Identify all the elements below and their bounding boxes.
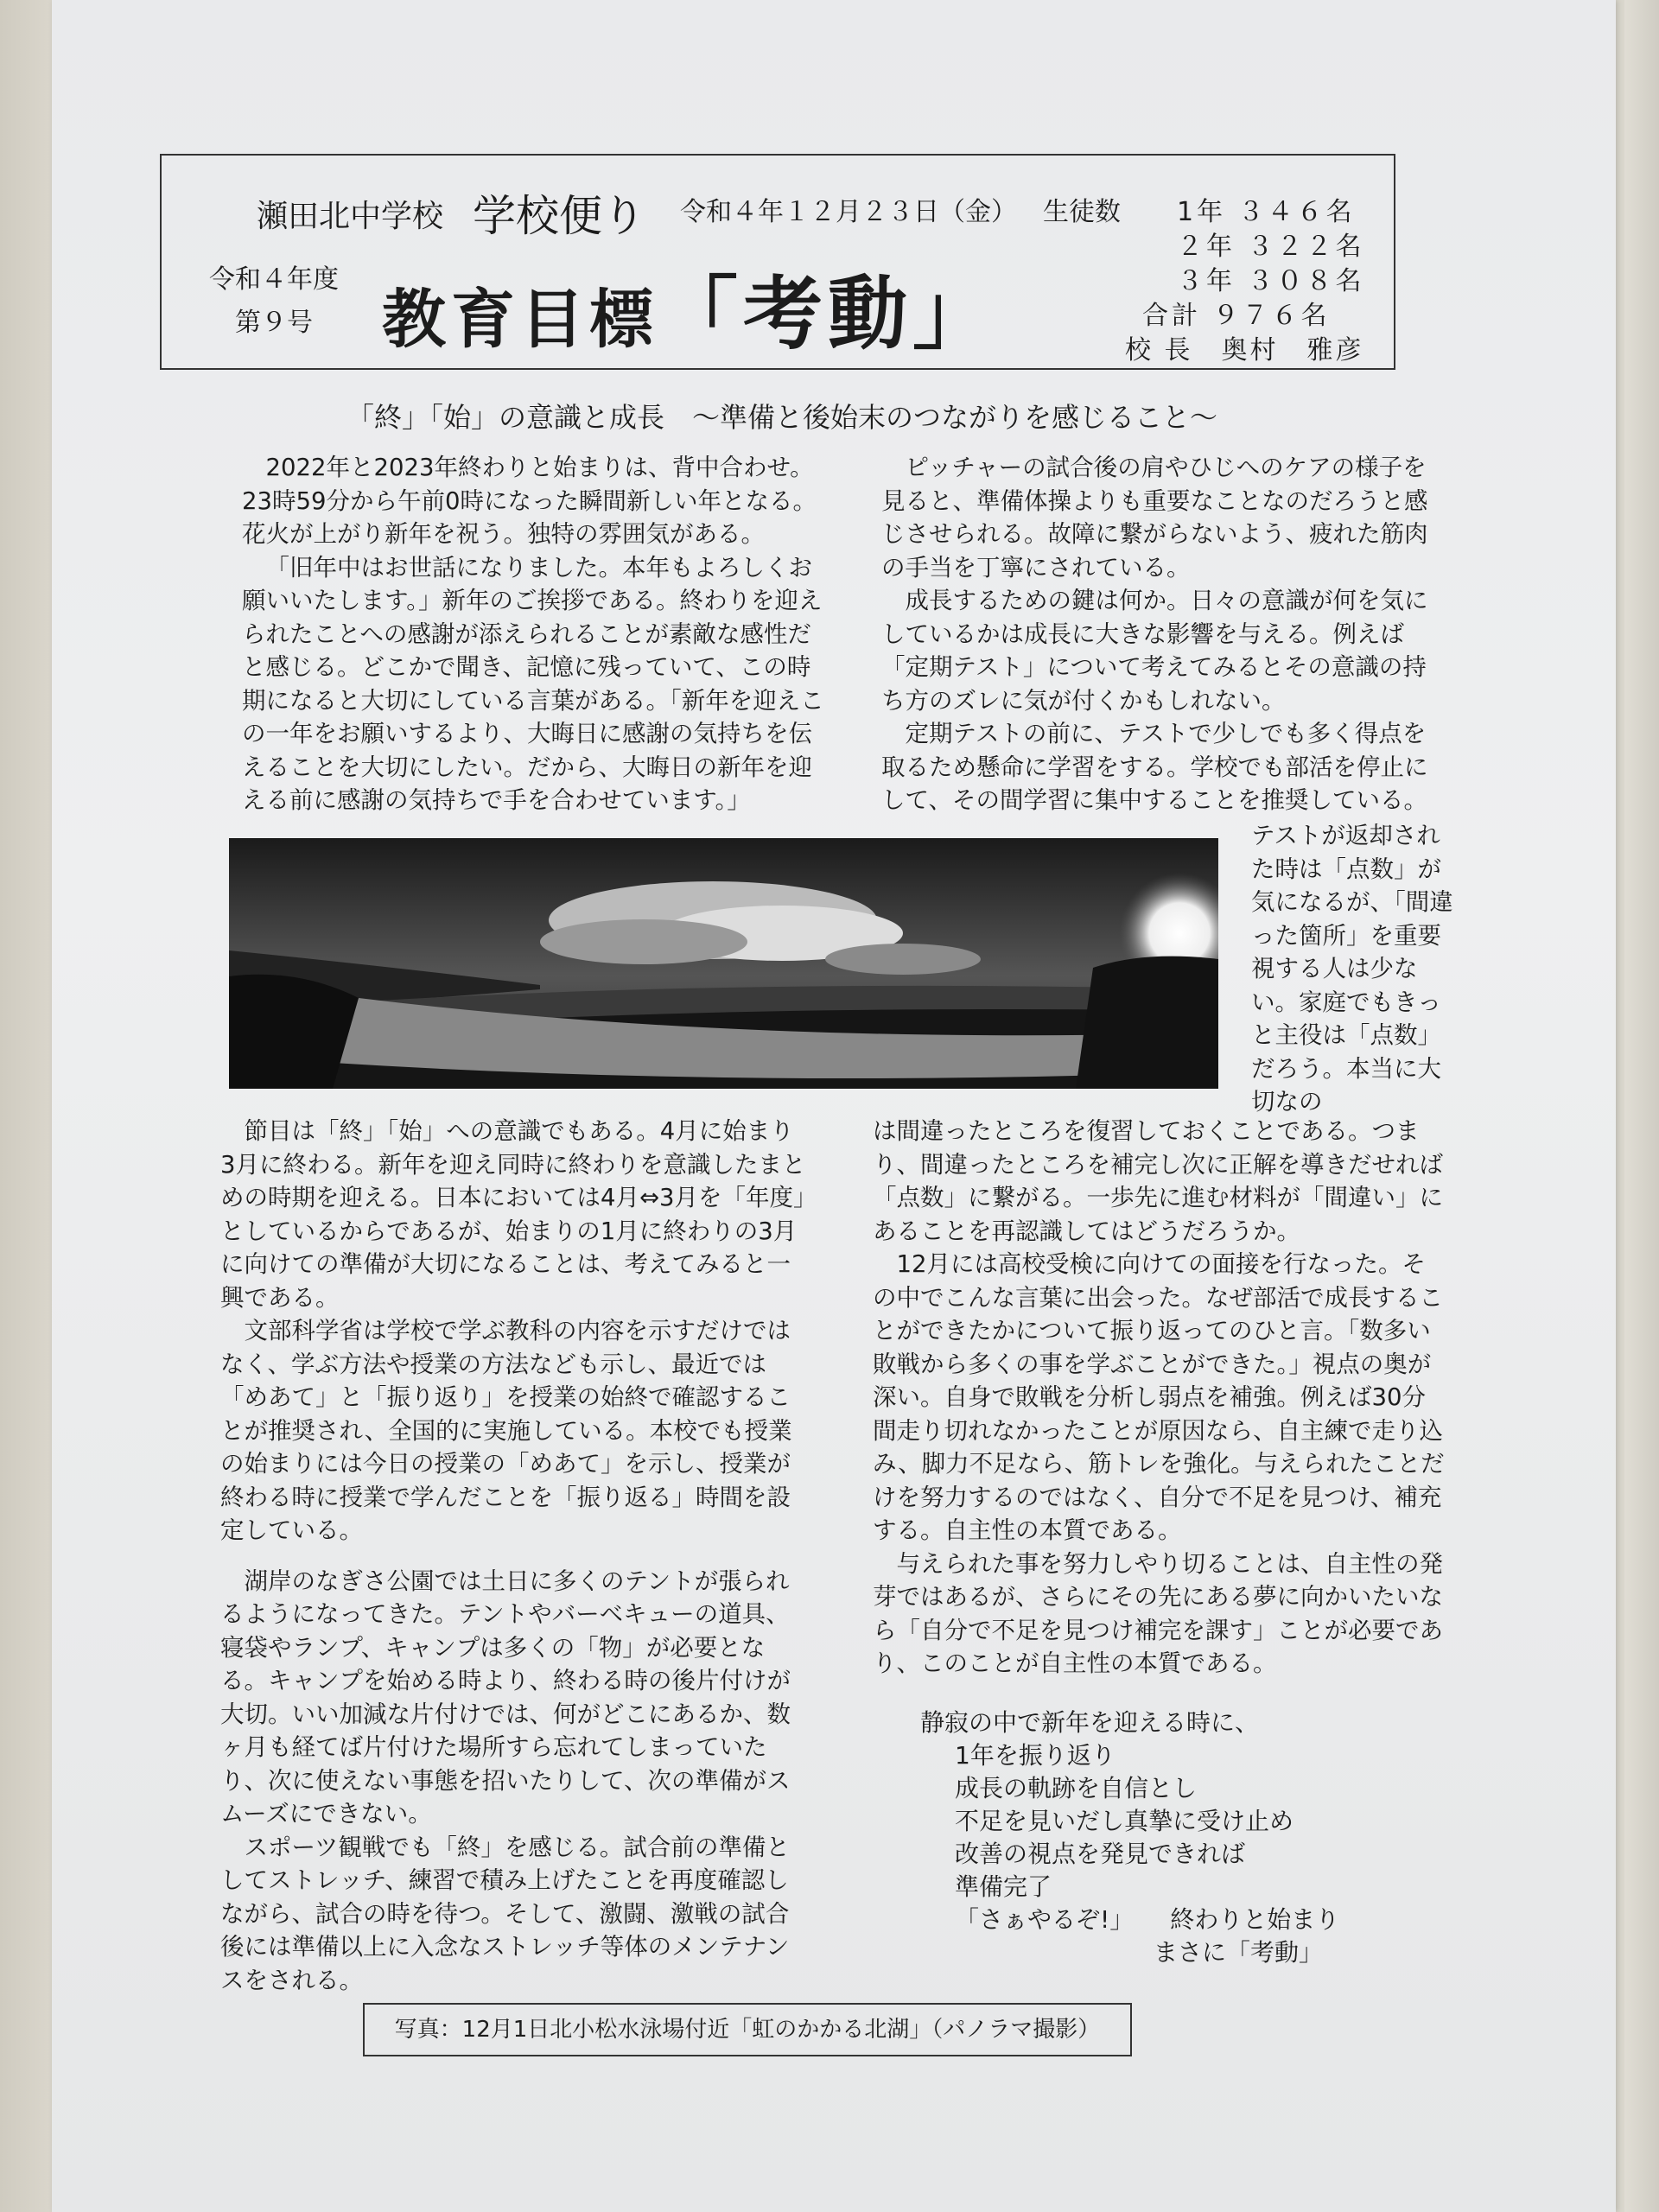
principal: 校 長 奥村 雅彦 [1125, 335, 1364, 365]
poem-line: 準備完了 [955, 1872, 1052, 1901]
fiscal-year: 令和４年度 [209, 264, 339, 295]
column-top-right [881, 451, 1434, 817]
lake-panorama-photo [229, 838, 1218, 1089]
poem-line: 1年を振り返り [955, 1741, 1116, 1770]
issue-number: 第９号 [235, 308, 313, 338]
paragraph: は間違ったところを復習しておくことである。つまり、間違ったところを補完し次に正解を導きだせれば「点数」に繋がる。一歩先に進む材料が「間違い」にあることを再認識してはどうだろうか。 [873, 1117, 1443, 1245]
paragraph: 湖岸のなぎさ公園では土日に多くのテントが張られるようになってきた。テントやバーベキューの道具、寝袋やランプ、キャンプは多くの「物」が必要となる。キャンプを始める時より、終わる時の後片付けが大切。いい加減な片付けでは、何がどこにあるか、数ヶ月も経てば片付けた場所すら忘れてしまっていたり、次に使えない事態を招いたりして、次の準備がスムーズにできない。 [220, 1567, 791, 1827]
background-right [1624, 0, 1659, 2212]
students-label: 生徒数 [1043, 197, 1121, 227]
poem-line: 不足を見いだし真摯に受け止め [955, 1807, 1294, 1835]
stat-total: 合計 ９７６名 [1142, 301, 1331, 331]
poem-line: 静寂の中で新年を迎える時に、 [920, 1708, 1260, 1737]
paragraph: 与えられた事を努力しやり切ることは、自主性の発芽ではあるが、さらにその先にある夢に向かいたいなら「自分で不足を見つけ補完を課す」ことが必要であり、このことが自主性の本質である。 [873, 1549, 1443, 1677]
photo-caption: 写真：12月1日北小松水泳場付近「虹のかかる北湖」（パノラマ撮影） [363, 2003, 1132, 2056]
paragraph: 成長するための鍵は何か。日々の意識が何を気にしているかは成長に大きな影響を与える。例えば「定期テスト」について考えてみるとその意識の持ち方のズレに気が付くかもしれない。 [881, 587, 1428, 715]
paragraph: スポーツ観戦でも「終」を感じる。試合前の準備としてストレッチ、練習で積み上げたことを再度確認しながら、試合の時を待つ。そして、激闘、激戦の試合後には準備以上に入念なストレッチ等体のメンテナンスをされる。 [220, 1833, 790, 1994]
text-beside-photo: テストが返却された時は「点数」が気になるが、「間違った箇所」を重要視する人は少ない。家庭でもきっと主役は「点数」だろう。本当に大切なの [1251, 822, 1453, 1116]
paragraph: 12月には高校受検に向けての面接を行なった。その中でこんな言葉に出会った。なぜ部活で成長することができたかについて振り返ってのひと言。「数多い敗戦から多くの事を学ぶことができた。」視点の奥が深い。自身で敗戦を分析し弱点を補強。例えば30分間走り切れなかったことが原因なら、自主練で走り込み、脚力不足なら、筋トレを強化。与えられたことだけを努力するのではなく、自分で不足を見つけ、補充する。自主性の本質である。 [873, 1250, 1445, 1544]
goal-word: 「考動」 [658, 267, 998, 360]
column-bottom-right [873, 1115, 1447, 1681]
goal-prefix: 教育目標 [382, 283, 658, 357]
newsletter-title: 学校便り [473, 191, 645, 241]
paragraph: 2022年と2023年終わりと始まりは、背中合わせ。23時59分から午前0時になった瞬間新しい年となる。花火が上がり新年を祝う。独特の雰囲気がある。 [242, 454, 817, 548]
header-box [160, 154, 1395, 370]
column-top-left [242, 451, 830, 817]
stat-grade3: ３年 ３０８名 [1177, 266, 1365, 296]
poem-line: 「さぁやるぞ!」 終わりと始まり [955, 1905, 1340, 1934]
stat-grade2: ２年 ３２２名 [1177, 232, 1365, 262]
paragraph: ピッチャーの試合後の肩やひじへのケアの様子を見ると、準備体操よりも重要なことなのだろうと感じさせられる。故障に繋がらないよう、疲れた筋肉の手当を丁寧にされている。 [881, 454, 1428, 582]
paragraph: 定期テストの前に、テストで少しでも多く得点を取るため懸命に学習をする。学校でも部活を停止にして、その間学習に集中することを推奨している。 [881, 720, 1428, 814]
article-headline: 「終」「始」の意識と成長 ～準備と後始末のつながりを感じること～ [346, 401, 1217, 434]
closing-poem [920, 1707, 1339, 1969]
paragraph: 文部科学省は学校で学ぶ教科の内容を示すだけではなく、学ぶ方法や授業の方法なども示し、最近では「めあて」と「振り返り」を授業の始終で確認することが推奨され、全国的に実施している。本校でも授業の始まりには今日の授業の「めあて」を示し、授業が終わる時に授業で学んだことを「振り返る」時間を設定している。 [220, 1317, 792, 1544]
poem-line: まさに「考動」 [1154, 1938, 1324, 1967]
poem-line: 成長の軌跡を自信とし [955, 1774, 1198, 1802]
issue-date: 令和４年１２月２３日（金） [680, 197, 1017, 227]
stat-grade1: 1年 ３４６名 [1177, 197, 1356, 227]
paragraph: 「旧年中はお世話になりました。本年もよろしくお願いいたします。」新年のご挨拶である。終わりを迎えられたことへの感謝が添えられることが素敵な感性だと感じる。どこかで聞き、記憶に残っていて、この時期になると大切にしている言葉がある。「新年を迎えこの一年をお願いするより、大晦日に感謝の気持ちを伝えることを大切にしたい。だから、大晦日の新年を迎える前に感謝の気持ちで手を合わせています。」 [242, 553, 824, 814]
column-bottom-left [220, 1115, 808, 1997]
school-name: 瀬田北中学校 [257, 199, 444, 234]
poem-line: 改善の視点を発見できれば [955, 1840, 1246, 1868]
paragraph: 節目は「終」「始」への意識でもある。4月に始まり3月に終わる。新年を迎え同時に終わりを意識したまとめの時期を迎える。日本においては4月⇔3月を「年度」としているからであるが、始まりの1月に終わりの3月に向けての準備が大切になることは、考えてみると一興である。 [220, 1117, 806, 1312]
education-goal [382, 251, 997, 365]
